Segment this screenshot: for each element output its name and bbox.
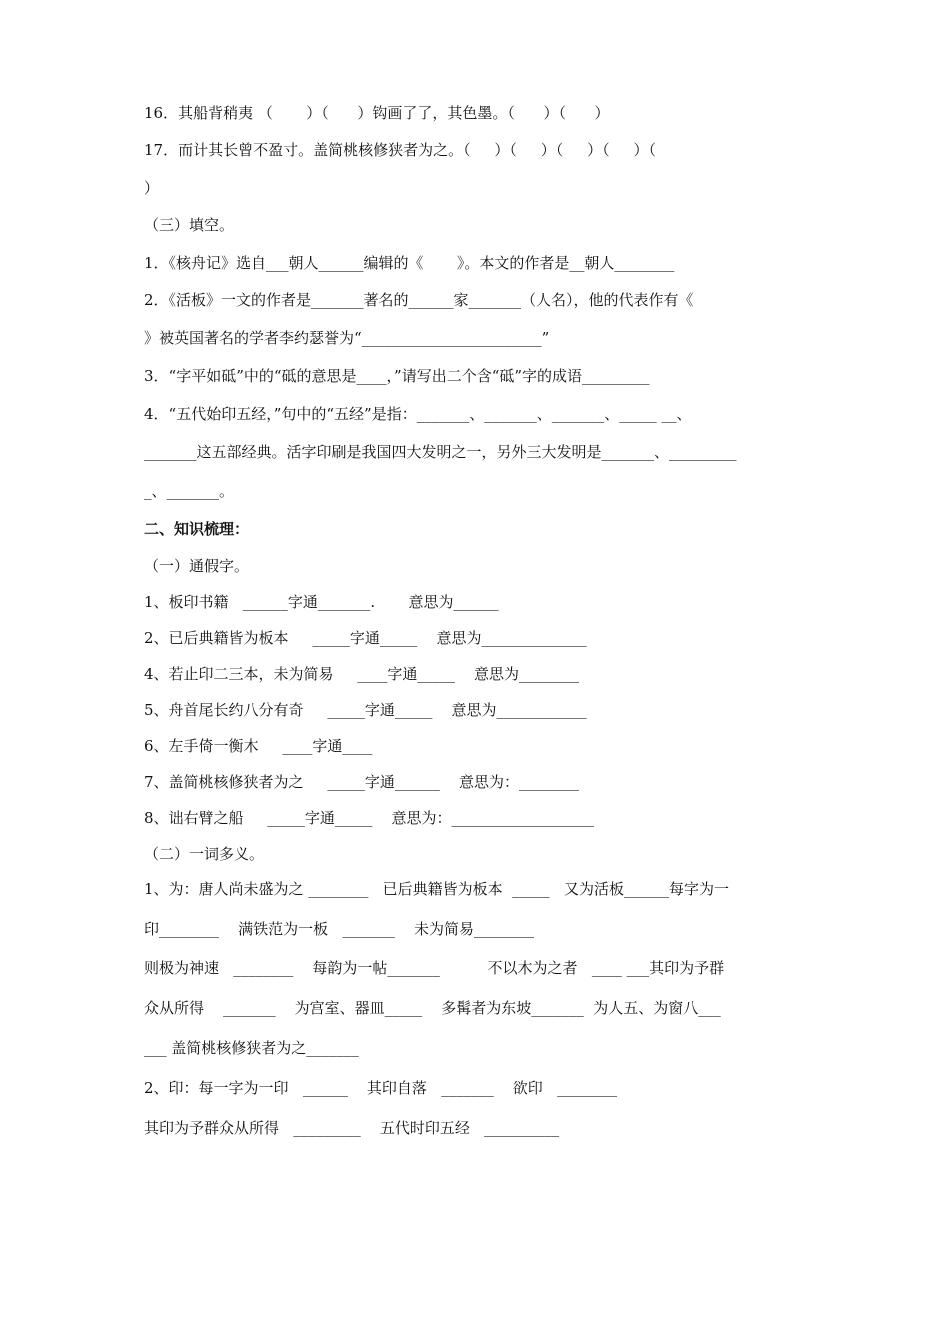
polysemy-wei-2: 印________ 满铁范为一板 _______ 未为简易________ — [144, 920, 534, 938]
polysemy-wei-1: 1、为：唐人尚未盛为之 ________ 已后典籍皆为板本 _____ 又为活板______每字为一 — [144, 880, 729, 898]
question-17-cont: ） — [144, 179, 160, 197]
tongjia-item-4: 4、若止印二三本，未为简易 ____字通_____ 意思为________ — [144, 665, 579, 683]
subsection-polysemy: （二）一词多义。 — [144, 845, 265, 863]
fill-item-4: 4．“五代始印五经，”句中的“五经”是指：_______、_______、_______、_____ __、 — [144, 405, 692, 423]
fill-item-4-cont: _______这五部经典。活字印刷是我国四大发明之一，另外三大发明是_______、_________ — [144, 443, 737, 461]
question-16: 16．其船背稍夷 （ ）（ ）钩画了了，其色墨。（ ）（ ） — [144, 104, 610, 122]
polysemy-yin-2: 其印为予群众从所得 _________ 五代时印五经 __________ — [144, 1119, 560, 1137]
tongjia-item-1: 1、板印书籍 ______字通_______. 意思为______ — [144, 593, 499, 611]
fill-item-2-cont: 》被英国著名的学者李约瑟誉为“________________________” — [144, 329, 550, 347]
question-17: 17．而计其长曾不盈寸。盖简桃核修狭者为之。（ ）（ ）（ ）（ ）（ — [144, 141, 656, 159]
polysemy-yin-1: 2、印：每一字为一印 ______ 其印自落 _______ 欲印 ________ — [144, 1079, 618, 1097]
tongjia-item-8: 8、诎右臂之船 _____字通_____ 意思为：___________________ — [144, 809, 594, 827]
polysemy-wei-3: 则极为神速 ________ 每韵为一帖_______ 不以木为之者 ____ ___其印为予群 — [144, 959, 725, 977]
polysemy-wei-5: ___ 盖简桃核修狭者为之_______ — [144, 1039, 359, 1057]
tongjia-item-6: 6、左手倚一衡木 ____字通____ — [144, 737, 373, 755]
fill-item-1: 1．《核舟记》选自___朝人______编辑的《 》。本文的作者是__朝人________ — [144, 254, 675, 272]
section-heading-knowledge: 二、知识梳理： — [144, 520, 250, 538]
subsection-tongjiazi: （一）通假字。 — [144, 557, 250, 575]
polysemy-wei-4: 众从所得 _______ 为宫室、器皿_____ 多髯者为东坡_______ 为人五、为窗八___ — [144, 999, 721, 1017]
fill-item-3: 3．“字平如砥”中的“砥的意思是____，”请写出二个含“砥”字的成语_________ — [144, 367, 650, 385]
fill-item-4-end: _、_______。 — [144, 482, 235, 500]
tongjia-item-5: 5、舟首尾长约八分有奇 _____字通_____ 意思为____________ — [144, 701, 587, 719]
tongjia-item-7: 7、盖简桃核修狭者为之 _____字通______ 意思为：________ — [144, 773, 579, 791]
fill-item-2: 2．《活板》一文的作者是_______著名的______家_______（人名），他的代表作有《 — [144, 291, 694, 309]
section-fill-heading: （三）填空。 — [144, 216, 235, 234]
tongjia-item-2: 2、已后典籍皆为板本 _____字通_____ 意思为______________ — [144, 629, 587, 647]
